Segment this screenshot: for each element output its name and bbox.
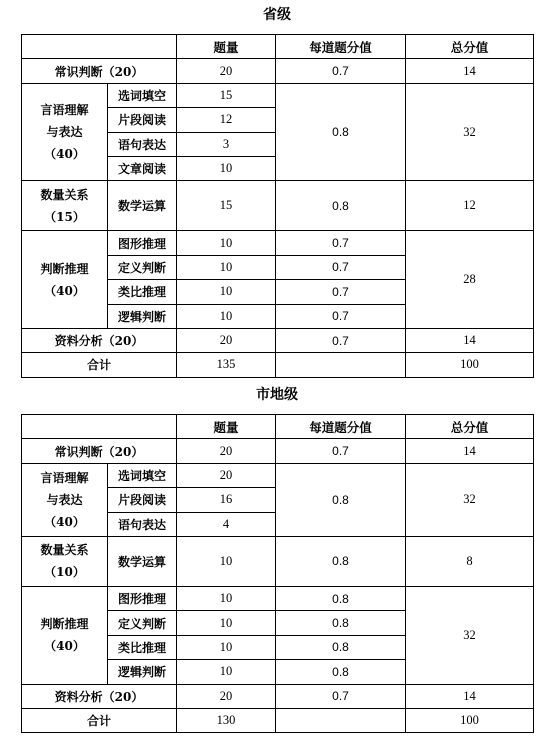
cell-count: 10: [177, 280, 276, 304]
total-row: [22, 708, 534, 732]
total-row: [22, 353, 534, 377]
header-per-question: 每道题分值: [276, 415, 406, 439]
sub-label: 数学运算: [108, 536, 177, 586]
cell-total: 32: [406, 83, 534, 181]
table-row: [22, 586, 534, 610]
cell-per: 0.8: [276, 83, 406, 181]
provincial-table: [21, 34, 534, 378]
municipal-table: [21, 414, 534, 733]
header-corner: [22, 415, 177, 439]
cell-count: 15: [177, 83, 276, 107]
cell-per: 0.7: [276, 255, 406, 279]
table-row: [22, 231, 534, 255]
sub-label: 定义判断: [108, 255, 177, 279]
cell-total: 100: [406, 353, 534, 377]
cell-total: 100: [406, 708, 534, 732]
cell-count: 10: [177, 586, 276, 610]
cell-total: 14: [406, 328, 534, 352]
cell-per: 0.8: [276, 463, 406, 536]
table-row: [22, 328, 534, 352]
cell-count: 10: [177, 304, 276, 328]
table-row: [22, 463, 534, 487]
header-total: 总分值: [406, 35, 534, 59]
cell-count: 10: [177, 611, 276, 635]
table-row: [22, 59, 534, 83]
cell-total: 32: [406, 463, 534, 536]
cell-count: 10: [177, 536, 276, 586]
cell-per: 0.8: [276, 611, 406, 635]
header-count: 题量: [177, 415, 276, 439]
cell-per: 0.7: [276, 304, 406, 328]
sub-label: 选词填空: [108, 463, 177, 487]
cell-count: 20: [177, 59, 276, 83]
cell-per: 0.8: [276, 635, 406, 659]
row-label: 合计: [22, 353, 177, 377]
table-header-row: [22, 415, 534, 439]
group-label: 数量关系 （15）: [22, 181, 108, 231]
cell-count: 4: [177, 512, 276, 536]
sub-label: 文章阅读: [108, 156, 177, 180]
cell-per: 0.7: [276, 59, 406, 83]
cell-count: 20: [177, 328, 276, 352]
cell-total: 8: [406, 536, 534, 586]
cell-count: 20: [177, 684, 276, 708]
sub-label: 片段阅读: [108, 488, 177, 512]
table-row: [22, 181, 534, 231]
cell-total: 12: [406, 181, 534, 231]
row-label: 资料分析（20）: [22, 684, 177, 708]
sub-label: 逻辑判断: [108, 304, 177, 328]
table-header-row: [22, 35, 534, 59]
cell-per: 0.7: [276, 439, 406, 463]
header-corner: [22, 35, 177, 59]
cell-count: 10: [177, 231, 276, 255]
cell-count: 135: [177, 353, 276, 377]
cell-count: 10: [177, 255, 276, 279]
cell-count: 10: [177, 156, 276, 180]
cell-per: 0.7: [276, 684, 406, 708]
sub-label: 片段阅读: [108, 108, 177, 132]
table-row: [22, 536, 534, 586]
sub-label: 图形推理: [108, 586, 177, 610]
header-per-question: 每道题分值: [276, 35, 406, 59]
sub-label: 选词填空: [108, 83, 177, 107]
cell-per: 0.8: [276, 586, 406, 610]
cell-count: 10: [177, 660, 276, 684]
sub-label: 类比推理: [108, 280, 177, 304]
sub-label: 数学运算: [108, 181, 177, 231]
sub-label: 逻辑判断: [108, 660, 177, 684]
sub-label: 语句表达: [108, 512, 177, 536]
cell-count: 20: [177, 463, 276, 487]
cell-count: 3: [177, 132, 276, 156]
cell-total: 14: [406, 684, 534, 708]
cell-per: 0.8: [276, 181, 406, 231]
cell-per: [276, 353, 406, 377]
group-label: 言语理解 与表达 （40）: [22, 463, 108, 536]
row-label: 常识判断（20）: [22, 59, 177, 83]
cell-total: 32: [406, 586, 534, 684]
cell-count: 130: [177, 708, 276, 732]
sub-label: 图形推理: [108, 231, 177, 255]
cell-per: [276, 708, 406, 732]
row-label: 资料分析（20）: [22, 328, 177, 352]
sub-label: 语句表达: [108, 132, 177, 156]
cell-per: 0.7: [276, 231, 406, 255]
group-label: 判断推理 （40）: [22, 586, 108, 684]
provincial-title: 省级: [263, 7, 291, 23]
cell-count: 20: [177, 439, 276, 463]
sub-label: 定义判断: [108, 611, 177, 635]
group-label: 数量关系 （10）: [22, 536, 108, 586]
group-label: 判断推理 （40）: [22, 231, 108, 329]
cell-per: 0.8: [276, 536, 406, 586]
cell-total: 14: [406, 439, 534, 463]
table-row: [22, 439, 534, 463]
header-total: 总分值: [406, 415, 534, 439]
cell-total: 14: [406, 59, 534, 83]
cell-per: 0.8: [276, 660, 406, 684]
table-row: [22, 684, 534, 708]
sub-label: 类比推理: [108, 635, 177, 659]
cell-per: 0.7: [276, 328, 406, 352]
row-label: 常识判断（20）: [22, 439, 177, 463]
cell-per: 0.7: [276, 280, 406, 304]
table-row: [22, 83, 534, 107]
municipal-title: 市地级: [256, 387, 298, 403]
cell-count: 15: [177, 181, 276, 231]
cell-count: 10: [177, 635, 276, 659]
cell-total: 28: [406, 231, 534, 329]
cell-count: 12: [177, 108, 276, 132]
header-count: 题量: [177, 35, 276, 59]
cell-count: 16: [177, 488, 276, 512]
row-label: 合计: [22, 708, 177, 732]
group-label: 言语理解 与表达 （40）: [22, 83, 108, 181]
